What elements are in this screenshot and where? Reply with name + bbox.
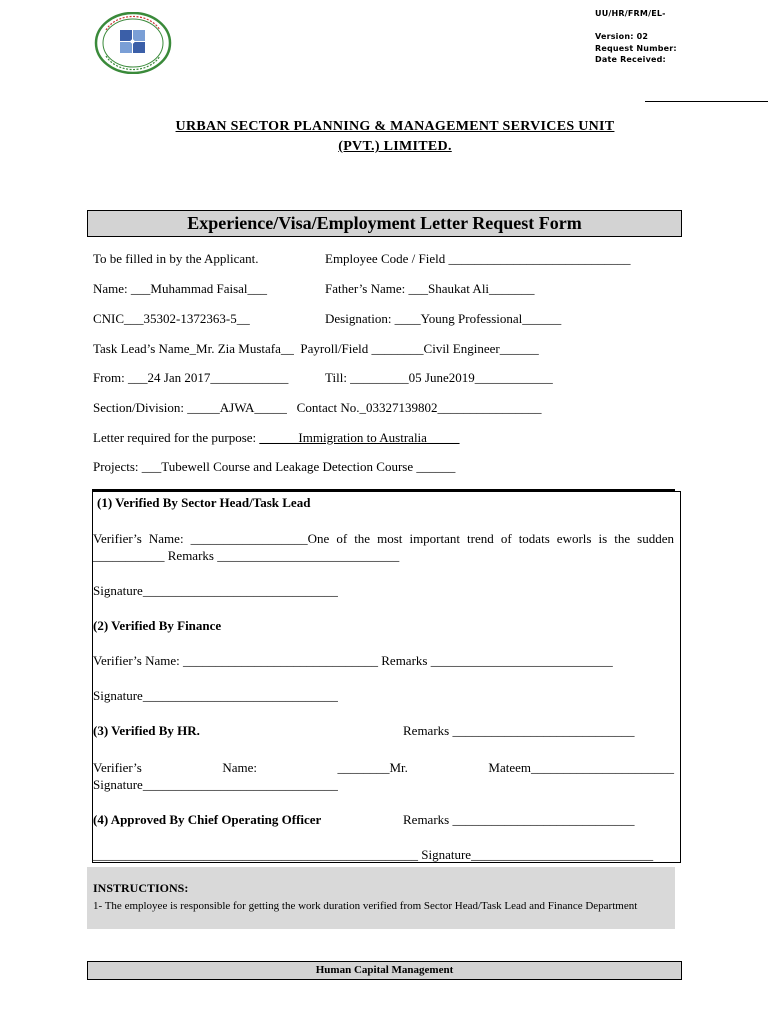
org-title-line2: (PVT.) LIMITED. bbox=[338, 139, 452, 154]
section4-signature-line: __________________________________________________ Signature____________________________ bbox=[93, 847, 654, 862]
till-date-field: Till: _________05 June2019____________ bbox=[325, 370, 553, 385]
projects-field: Projects: ___Tubewell Course and Leakage Detection Course ______ bbox=[93, 459, 456, 474]
purpose-value: ______Immigration to Australia_____ bbox=[259, 430, 460, 445]
section1-verifier-line: Verifier’s Name: __________________One of the most important trend of todats eworls is the sudden ___________ Remarks ____________________________ bbox=[93, 531, 674, 563]
employee-code-field: Employee Code / Field ____________________________ bbox=[325, 251, 631, 266]
company-seal-logo bbox=[94, 12, 172, 74]
section-contact-row: Section/Division: _____AJWA_____ Contact No._03327139802________________ bbox=[93, 400, 542, 415]
task-lead-payroll-row: Task Lead’s Name_Mr. Zia Mustafa__ Payroll/Field ________Civil Engineer______ bbox=[93, 341, 539, 356]
instructions-title: INSTRUCTIONS: bbox=[93, 881, 189, 895]
section2-title: (2) Verified By Finance bbox=[93, 618, 222, 633]
designation-field: Designation: ____Young Professional______ bbox=[325, 311, 562, 326]
section2-signature: Signature______________________________ bbox=[93, 688, 338, 703]
date-received-line bbox=[645, 101, 768, 102]
org-title-line1: URBAN SECTOR PLANNING & MANAGEMENT SERVICES UNIT bbox=[175, 119, 615, 134]
cnic-field: CNIC___35302-1372363-5__ bbox=[93, 311, 250, 326]
applicant-instruction: To be filled in by the Applicant. bbox=[93, 251, 259, 266]
date-received-label: Date Received: bbox=[595, 55, 666, 64]
section2-verifier-line: Verifier’s Name: ______________________________ Remarks ____________________________ bbox=[93, 653, 613, 668]
section3-title: (3) Verified By HR. bbox=[93, 723, 200, 738]
from-date-field: From: ___24 Jan 2017____________ bbox=[93, 370, 289, 385]
footer-department: Human Capital Management bbox=[87, 961, 682, 980]
section1-signature: Signature______________________________ bbox=[93, 583, 338, 598]
document-code: UU/HR/FRM/EL- bbox=[595, 9, 666, 18]
section3-remarks: Remarks ____________________________ bbox=[403, 723, 635, 738]
request-number-label: Request Number: bbox=[595, 44, 677, 53]
version-label: Version: 02 bbox=[595, 32, 649, 41]
purpose-field bbox=[93, 430, 459, 446]
section1-title: (1) Verified By Sector Head/Task Lead bbox=[97, 495, 311, 510]
form-title: Experience/Visa/Employment Letter Request Form bbox=[87, 210, 682, 237]
section3-verifier-line: Verifier’s Name: ________Mr. Mateem______________________ Signature______________________________ bbox=[93, 760, 674, 792]
section4-title: (4) Approved By Chief Operating Officer bbox=[93, 812, 322, 827]
name-field: Name: ___Muhammad Faisal___ bbox=[93, 281, 268, 296]
section4-remarks: Remarks ____________________________ bbox=[403, 812, 635, 827]
purpose-label: Letter required for the purpose: bbox=[93, 430, 260, 445]
instruction-item-1: 1- The employee is responsible for getting the work duration verified from Sector Head/Task Lead and Finance Department bbox=[93, 900, 638, 912]
fathers-name-field: Father’s Name: ___Shaukat Ali_______ bbox=[325, 281, 535, 296]
